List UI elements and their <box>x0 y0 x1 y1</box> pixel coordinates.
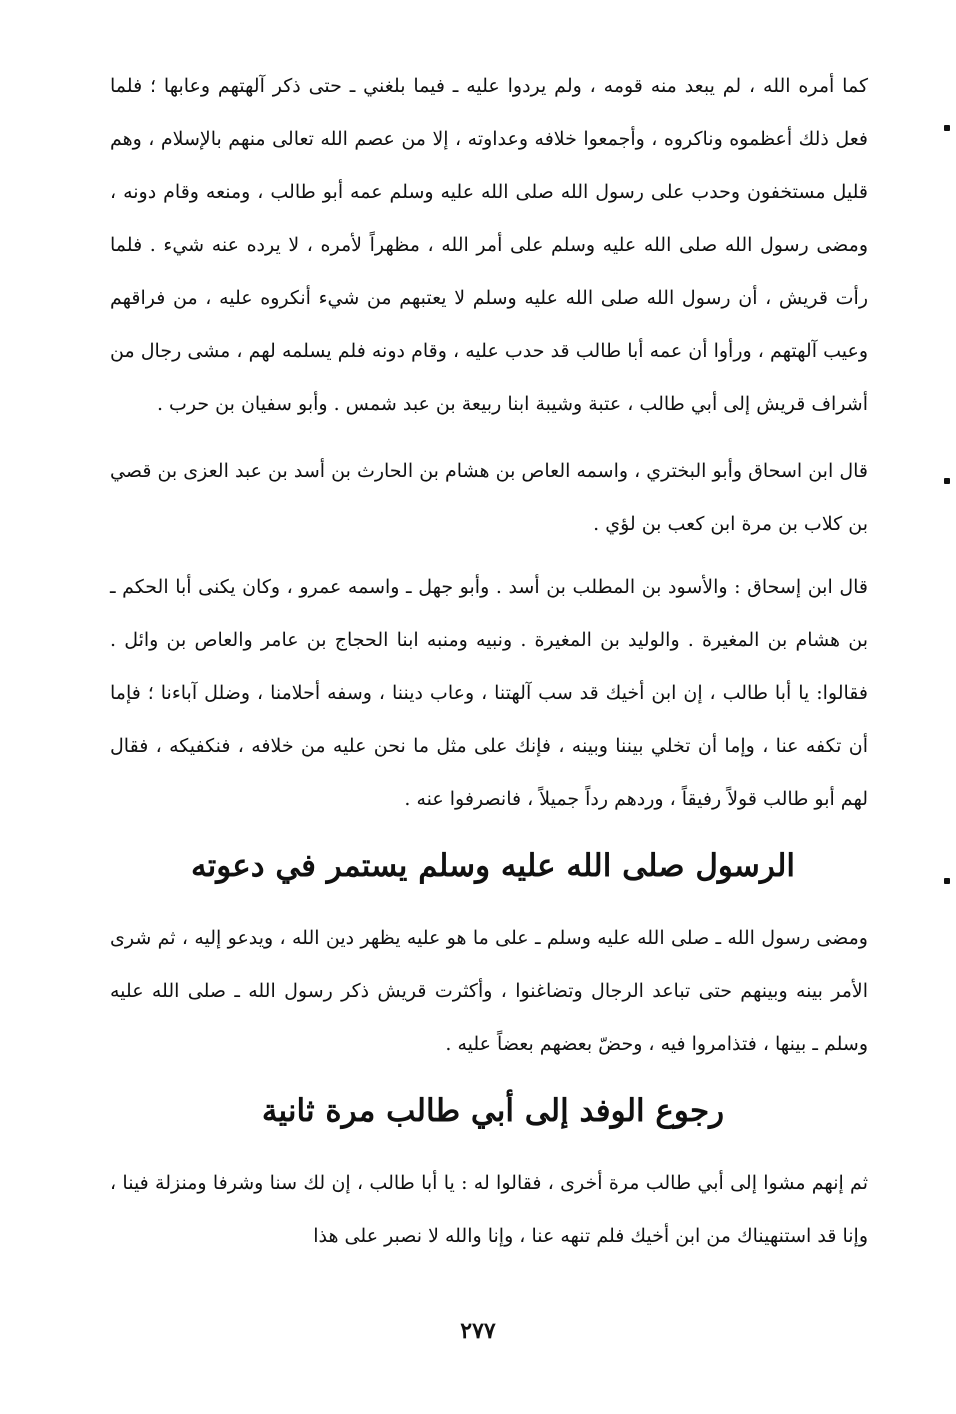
section-heading-prophet-continues: الرسول صلى الله عليه وسلم يستمر في دعوته <box>190 848 796 884</box>
margin-mark <box>944 878 950 884</box>
paragraph-opening: كما أمره الله ، لم يبعد منه قومه ، ولم يردوا عليه ـ فيما بلغني ـ حتى ذكر آلهتهم وعابها ؛ فلما فعل ذلك أعظموه وناكروه ، وأجمعوا خلافه وعداوته ، إلا من عصم الله تعالى منهم بالإسلام ، وهم قليل مستخفون وحدب على رسول الله صلى الله عليه وسلم عمه أبو طالب ، ومنعه وقام دونه ، ومضى رسول الله صلى الله عليه وسلم على أمر الله ، مظهراً لأمره ، لا يرده عنه شيء . فلما رأت قريش ، أن رسول الله صلى الله عليه وسلم لا يعتبهم من شيء أنكروه عليه ، من فراقهم وعيب آلهتهم ، ورأوا أن عمه أبا طالب قد حدب عليه ، وقام دونه فلم يسلمه لهم ، مشى رجال من أشراف قريش إلى أبي طالب ، عتبة وشيبة ابنا ربيعة بن عبد شمس . وأبو سفيان بن حرب . <box>110 75 868 415</box>
margin-mark <box>944 478 950 484</box>
page-number: ٢٧٧ <box>460 1318 496 1344</box>
paragraph-ibn-ishaq-bukhturi: قال ابن اسحاق وأبو البختري ، واسمه العاص بن هشام بن الحارث بن أسد بن عبد العزى بن قصي بن كلاب بن مرة ابن كعب بن لؤي . <box>110 460 868 535</box>
paragraph-prophet-continues: ومضى رسول الله ـ صلى الله عليه وسلم ـ على ما هو عليه يظهر دين الله ، ويدعو إليه ، ثم شرى الأمر بينه وبينهم حتى تباعد الرجال وتضاغنوا ، وأكثرت قريش ذكر رسول الله ـ صلى الله عليه وسلم ـ بينها ، فتذامروا فيه ، وحضّ بعضهم بعضاً عليه . <box>110 927 868 1055</box>
margin-mark <box>944 125 950 131</box>
section-heading-delegation-returns: رجوع الوفد إلى أبي طالب مرة ثانية <box>261 1093 725 1129</box>
paragraph-ibn-ishaq-delegation: قال ابن إسحاق : والأسود بن المطلب بن أسد . وأبو جهل ـ واسمه عمرو ، وكان يكنى أبا الحكم ـ بن هشام بن المغيرة . والوليد بن المغيرة . ونبيه ومنبه ابنا الحجاج بن عامر والعاص بن وائل . فقالوا: يا أبا طالب ، إن ابن أخيك قد سب آلهتنا ، وعاب ديننا ، وسفه أحلامنا ، وضلل آباءنا ؛ فإما أن تكفه عنا ، وإما أن تخلي بيننا وبينه ، فإنك على مثل ما نحن عليه من خلافه ، فنكفيكه ، فقال لهم أبو طالب قولاً رفيقاً ، وردهم رداً جميلاً ، فانصرفوا عنه . <box>110 576 868 810</box>
paragraph-delegation-returns: ثم إنهم مشوا إلى أبي طالب مرة أخرى ، فقالوا له : يا أبا طالب ، إن لك سنا وشرفا ومنزلة فينا ، وإنا قد استنهيناك من ابن أخيك فلم تنهه عنا ، وإنا والله لا نصبر على هذا <box>110 1172 868 1247</box>
